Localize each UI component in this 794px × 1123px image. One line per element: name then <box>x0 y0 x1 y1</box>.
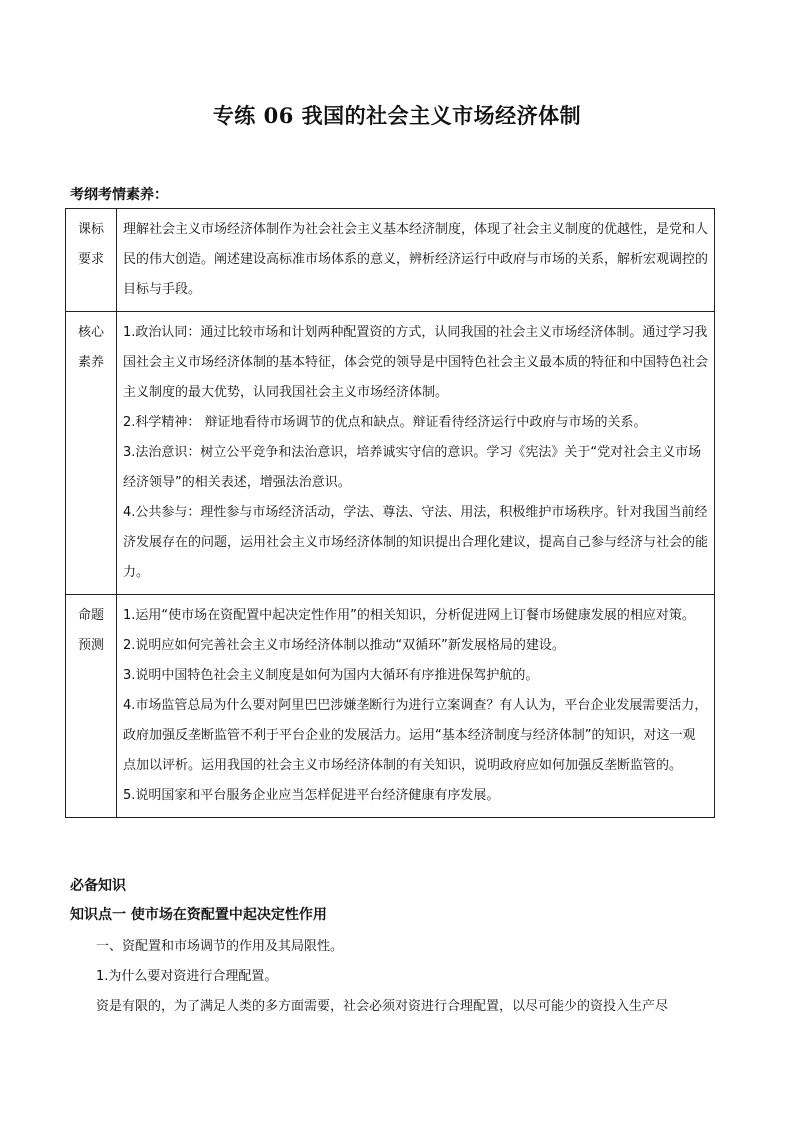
body-line: 资是有限的，为了满足人类的多方面需要，社会必须对资进行合理配置，以尽可能少的资投入生产尽 <box>96 999 669 1014</box>
category-line: 核心 <box>77 325 104 340</box>
content-paragraph: 1.运用“使市场在资配置中起决定性作用”的相关知识，分析促进网上订餐市场健康发展的相应对策。 <box>123 608 695 623</box>
body-line: 1.为什么要对资进行合理配置。 <box>96 969 278 984</box>
row-content <box>117 209 715 312</box>
content-paragraph: 1.政治认同：通过比较市场和计划两种配置资的方式，认同我国的社会主义市场经济体制。通过学习我国社会主义市场经济体制的基本特征，体会党的领导是中国特色社会主义最本质的特征和中国特色社会主义制度的最大优势，认同我国社会主义市场经济体制。 <box>123 325 709 400</box>
body-line: 一、资配置和市场调节的作用及其局限性。 <box>96 939 344 954</box>
row-content <box>117 595 715 818</box>
knowledge-point-title: 知识点一 使市场在资配置中起决定性作用 <box>70 907 327 923</box>
row-category <box>66 209 117 312</box>
content-paragraph: 4.市场监管总局为什么要对阿里巴巴涉嫌垄断行为进行立案调查？有人认为，平台企业发展需要活力，政府加强反垄断监管不利于平台企业的发展活力。运用“基本经济制度与经济体制”的知识，对这一观点加以评析。运用我国的社会主义市场经济体制的有关知识，说明政府应如何加强反垄断监管的。 <box>123 698 708 773</box>
content-paragraph: 3.说明中国特色社会主义制度是如何为国内大循环有序推进保驾护航的。 <box>123 668 539 683</box>
table-row <box>66 209 715 312</box>
category-line: 命题 <box>77 608 104 623</box>
category-line: 要求 <box>77 252 104 267</box>
content-paragraph: 3.法治意识：树立公平竞争和法治意识，培养诚实守信的意识。学习《宪法》关于“党对社会主义市场经济领导”的相关表述，增强法治意识。 <box>123 445 702 490</box>
row-category <box>66 595 117 818</box>
content-paragraph: 4.公共参与：理性参与市场经济活动，学法、尊法、守法、用法，积极维护市场秩序。针对我国当前经济发展存在的问题，运用社会主义市场经济体制的知识提出合理化建议，提高自己参与经济与社会的能力。 <box>123 505 709 580</box>
table-row <box>66 595 715 818</box>
table-row <box>66 312 715 595</box>
row-content <box>117 312 715 595</box>
requirements-table <box>65 208 715 818</box>
content-paragraph: 理解社会主义市场经济体制作为社会社会主义基本经济制度，体现了社会主义制度的优越性，是党和人民的伟大创造。阐述建设高标准市场体系的意义，辨析经济运行中政府与市场的关系，解析宏观调控的目标与手段。 <box>123 222 709 297</box>
row-category <box>66 312 117 595</box>
category-line: 预测 <box>77 638 104 653</box>
knowledge-heading: 必备知识 <box>70 878 126 894</box>
content-paragraph: 5.说明国家和平台服务企业应当怎样促进平台经济健康有序发展。 <box>123 788 500 803</box>
category-line: 素养 <box>77 355 104 370</box>
section-label: 考纲考情素养： <box>70 187 168 203</box>
page-title: 专练 06 我国的社会主义市场经济体制 <box>212 103 582 128</box>
content-paragraph: 2.说明应如何完善社会主义市场经济体制以推动“双循环”新发展格局的建设。 <box>123 638 565 653</box>
content-paragraph: 2.科学精神： 辩证地看待市场调节的优点和缺点。辩证看待经济运行中政府与市场的关系。 <box>123 415 647 430</box>
category-line: 课标 <box>77 222 104 237</box>
